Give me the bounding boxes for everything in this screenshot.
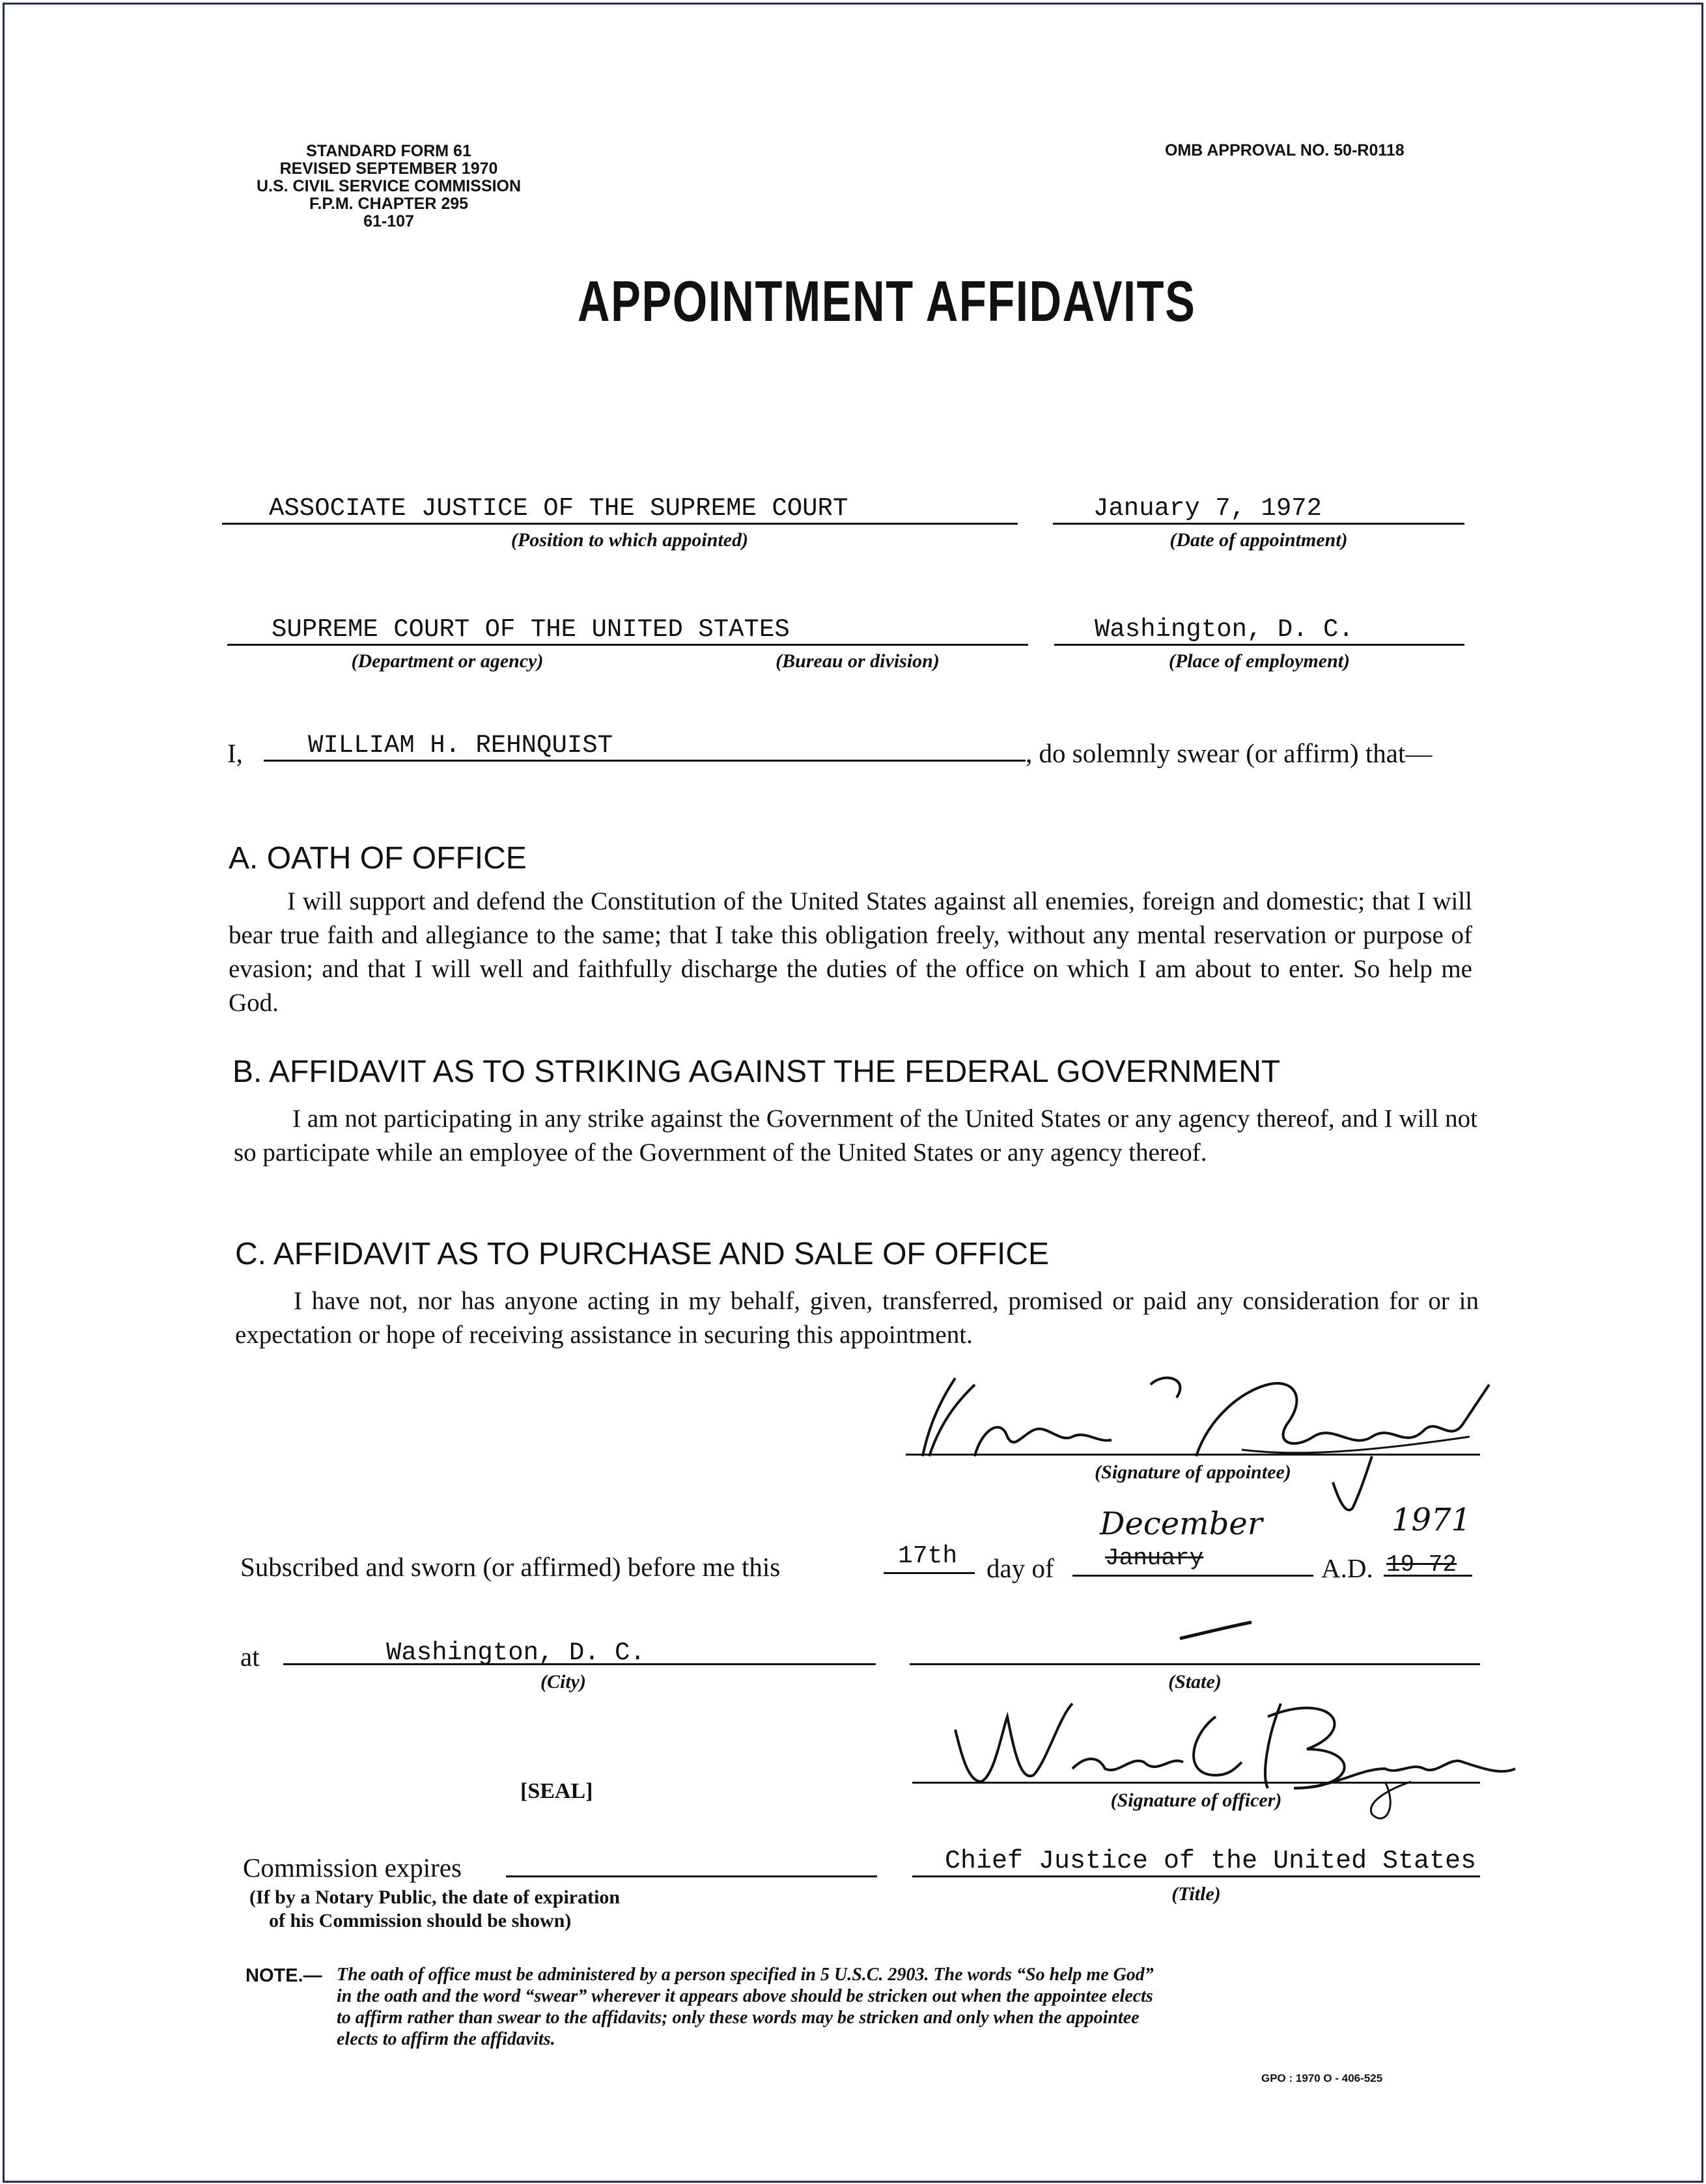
note-label: NOTE.— [245, 1965, 322, 1986]
state-line [910, 1663, 1480, 1665]
ad-label: A.D. [1321, 1553, 1373, 1583]
day-line [884, 1572, 975, 1574]
section-a-text: I will support and defend the Constitution of the United States against all enemies, foreign and domestic; that I will bear true faith and allegiance to the same; that I take this obligation freely, without any mental reservation or purpose of evasion; and that I will well and faithfully discharge the duties of the office on which I am about to enter. So help me God. [229, 887, 1472, 1017]
commission-expires-label: Commission expires [243, 1853, 462, 1883]
year-line [1384, 1575, 1472, 1577]
place-value: Washington, D. C. [1095, 615, 1354, 644]
note-line: in the oath and the word “swear” wherever it appears above should be stricken out when the appointee elects [337, 1986, 1153, 2006]
month-handwritten: December [1100, 1506, 1263, 1542]
date-line [1053, 523, 1464, 525]
note-line: elects to affirm the affidavits. [337, 2029, 555, 2049]
month-typed: January [1105, 1545, 1204, 1571]
commission-line [506, 1875, 877, 1877]
department-value: SUPREME COURT OF THE UNITED STATES [272, 615, 790, 644]
city-value: Washington, D. C. [386, 1638, 645, 1667]
day-value: 17th [898, 1542, 958, 1570]
state-check-mark [1177, 1619, 1255, 1645]
commission-note-line: of his Commission should be shown) [269, 1910, 572, 1931]
section-b-heading: B. AFFIDAVIT AS TO STRIKING AGAINST THE FEDERAL GOVERNMENT [232, 1055, 1281, 1089]
city-caption: (City) [540, 1671, 586, 1693]
department-caption: (Department or agency) [351, 650, 544, 672]
officer-signature-caption: (Signature of officer) [1110, 1790, 1282, 1811]
section-c-heading: C. AFFIDAVIT AS TO PURCHASE AND SALE OF OFFICE [235, 1237, 1050, 1271]
year-typed: 19 72 [1386, 1551, 1457, 1578]
date-caption: (Date of appointment) [1169, 529, 1348, 551]
month-line [1072, 1575, 1313, 1577]
day-of-label: day of [986, 1553, 1054, 1583]
seal-label: [SEAL] [520, 1779, 593, 1803]
name-line [264, 760, 1026, 762]
appointee-signature [903, 1359, 1541, 1521]
appointee-signature-caption: (Signature of appointee) [1095, 1461, 1291, 1483]
form-identifier [213, 143, 565, 230]
appointee-name: WILLIAM H. REHNQUIST [308, 731, 613, 760]
gpo-code: GPO : 1970 O - 406-525 [1261, 2072, 1383, 2084]
form-id-line: 61-107 [363, 212, 414, 230]
note-text [337, 1964, 1154, 2050]
form-id-line: U.S. CIVIL SERVICE COMMISSION [256, 177, 522, 195]
date-of-appointment-value: January 7, 1972 [1093, 494, 1322, 523]
department-line [227, 644, 1028, 646]
title-caption: (Title) [1171, 1883, 1221, 1905]
year-handwritten: 1971 [1391, 1502, 1472, 1538]
subscribed-prefix: Subscribed and sworn (or affirmed) before me this [240, 1552, 781, 1582]
oath-suffix: , do solemnly swear (or affirm) that— [1026, 738, 1433, 768]
bureau-caption: (Bureau or division) [776, 650, 940, 672]
at-label: at [240, 1642, 260, 1672]
form-id-line: STANDARD FORM 61 [306, 142, 471, 160]
section-b-text: I am not participating in any strike against the Government of the United States or any agency thereof, and I will not so participate while an employee of the Government of the United States or any agency thereof. [234, 1105, 1477, 1167]
section-a-heading: A. OATH OF OFFICE [229, 841, 527, 876]
appointee-signature-line [906, 1454, 1480, 1456]
oath-prefix: I, [227, 738, 243, 768]
city-line [283, 1663, 876, 1665]
form-id-line: REVISED SEPTEMBER 1970 [279, 159, 498, 178]
document-page [3, 3, 1703, 2183]
title-line [912, 1875, 1480, 1877]
position-value: ASSOCIATE JUSTICE OF THE SUPREME COURT [269, 494, 848, 523]
commission-note-line: (If by a Notary Public, the date of expiration [249, 1887, 621, 1908]
omb-approval: OMB APPROVAL NO. 50-R0118 [1165, 141, 1405, 159]
section-c-text: I have not, nor has anyone acting in my behalf, given, transferred, promised or paid any consideration for or in expectation or hope of receiving assistance in securing this appointment. [235, 1287, 1479, 1349]
officer-signature-line [912, 1782, 1480, 1784]
position-caption: (Position to which appointed) [510, 529, 749, 551]
note-line: The oath of office must be administered by a person specified in 5 U.S.C. 2903. The words “So help me God” [337, 1965, 1154, 1985]
state-caption: (State) [1168, 1671, 1222, 1693]
position-line [222, 523, 1018, 525]
place-line [1054, 644, 1464, 646]
check-mark [1326, 1450, 1378, 1521]
commission-note [249, 1886, 620, 1933]
place-caption: (Place of employment) [1168, 650, 1350, 672]
form-id-line: F.P.M. CHAPTER 295 [309, 195, 469, 213]
officer-title-value: Chief Justice of the United States [945, 1847, 1477, 1876]
form-title: APPOINTMENT AFFIDAVITS [578, 269, 1196, 333]
note-line: to affirm rather than swear to the affidavits; only these words may be stricken and only when the appointee [337, 2008, 1140, 2028]
